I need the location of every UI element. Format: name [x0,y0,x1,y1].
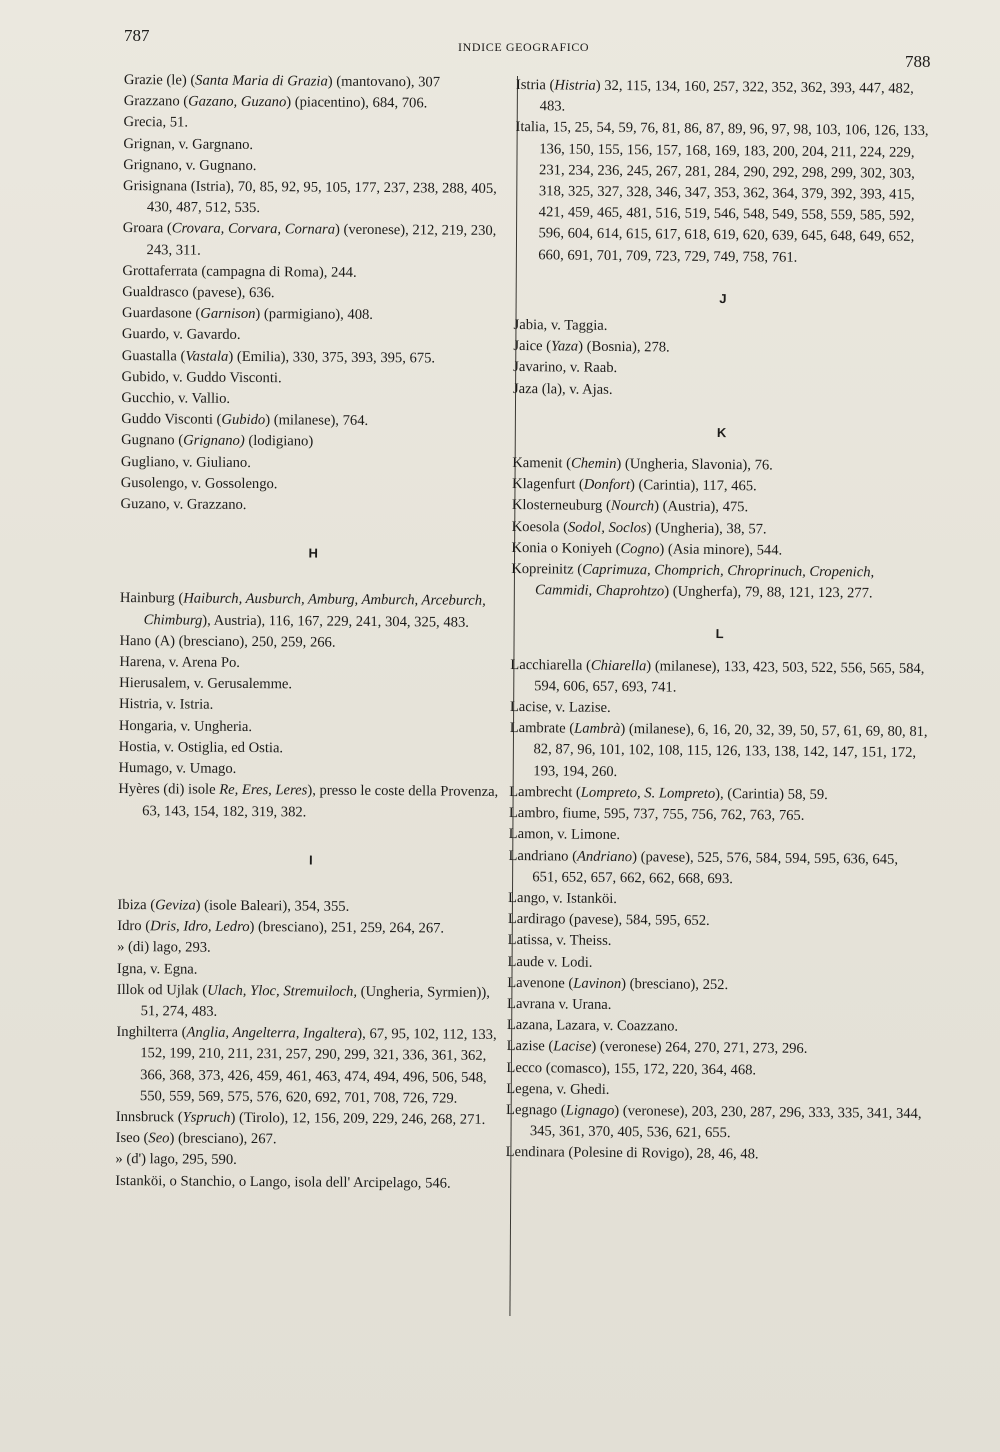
entry-text: ) (Ungheria), 38, 57. [646,519,767,538]
index-entry [121,452,507,476]
index-entry [123,155,509,179]
entry-text: ) (Asia minore), 544. [659,541,783,559]
entry-text: Guardo, v. Gavardo. [121,326,241,344]
index-entry [514,117,933,269]
entry-text: Javarino, v. Raab. [513,359,618,377]
variant-name: Seo [148,1130,170,1147]
index-entry [123,134,509,158]
entry-text: Latissa, v. Theiss. [507,932,612,950]
entry-text: Lamon, v. Limone. [508,826,621,844]
entry-text: Legnago ( [505,1101,566,1119]
entry-text: Kamenit ( [512,455,572,472]
variant-name: Crovara, Corvara, Cornara [171,220,336,239]
entry-text: ) (pavese), 525, 576, 584, 594, 595, 636, 645, 651, 652, 657, 662, 662, 668, 693. [532,848,899,887]
index-entry [123,218,509,263]
entry-text: Gubido, v. Guddo Visconti. [121,368,282,387]
index-entry [506,1100,924,1146]
entry-text: Jaza (la), v. Ajas. [512,380,613,398]
index-entry [121,473,507,497]
page-number-left: 787 [124,26,150,45]
index-entry [118,758,504,782]
variant-name: Santa Maria di Grazia [195,72,328,90]
entry-text: Lambro, fiume, 595, 737, 755, 756, 762, 763, 765. [508,805,805,824]
entry-text: Gusolengo, v. Gossolengo. [120,474,278,493]
index-entry [120,588,506,633]
entry-text: (Ungheria, Syrmien)), 51, 274, 483. [140,983,490,1020]
variant-name: Yspruch [182,1109,231,1126]
running-header: INDICE GEOGRAFICO [458,40,590,54]
variant-name: Caprimuza, Chomprich, Chroprinuch, Cropenich, Cammidi, Chaprohtzo [534,561,875,600]
index-entry [118,779,504,824]
index-entry [119,631,505,655]
index-entry [116,1107,502,1131]
entry-text: Hierusalem, v. Gerusalemme. [119,675,293,693]
index-entry [115,1171,501,1195]
entry-text: Guastalla ( [121,347,186,365]
variant-name: Geviza [155,897,196,914]
entry-text: Hongaria, v. Ungheria. [118,717,253,735]
index-entry [508,845,926,891]
index-entry [121,388,507,412]
entry-text: ) (bresciano), 252. [621,975,729,993]
index-entry [124,112,510,136]
entry-text: Jaice ( [513,338,552,355]
entry-text: ) (veronese), 203, 230, 287, 296, 333, 335, 341, 344, 345, 361, 370, 405, 536, 621, 655. [529,1102,922,1142]
entry-text: » (di) lago, 293. [117,939,211,957]
variant-name: Grignano) [183,432,245,450]
entry-text: Gugliano, v. Giuliano. [120,453,251,471]
entry-text: ) (Ungheria, Slavonia), 76. [616,456,773,474]
entry-text: Ibiza ( [117,896,156,914]
index-entry [122,303,508,327]
entry-text: ) (mantovano), 307 [327,73,441,91]
index-entry [117,980,503,1025]
entry-text: Kopreinitz ( [511,561,583,578]
index-entry [122,324,508,348]
index-entry [116,1128,502,1152]
section-letter: K [716,424,727,440]
entry-text: Legena, v. Ghedi. [506,1080,610,1098]
entry-text: Harena, v. Arena Po. [119,654,241,672]
variant-name: Donfort [583,476,631,494]
section-gap [118,869,504,898]
index-entry [119,737,505,761]
entry-text: Idro ( [117,918,151,935]
entry-text: Grignan, v. Gargnano. [123,135,254,153]
index-entry [124,70,510,94]
section-letter: L [715,626,724,642]
entry-text: Italia, 15, 25, 54, 59, 76, 81, 86, 87, 89, 96, 97, 98, 103, 106, 126, 133, 136, 150, 155, 156, 157, 168, 169, 183, 200, 204, 211, 224, 229, 231, 234, 236, 245, 267, 281, 284, 290, 292, 298, 299, 302, 303, 318, 325, 327, 328, 346, 347, 353, 362, 364, 379, 392, 393, 415, 421, 459, 465, 481, 516, 519, 546, 548, 549, 558, 559, 585, 592, 596, 604, 614, 615, 617, 618, 619, 620, 639, 645, 648, 649, 652, 660, 691, 701, 709, 723, 729, 749, 758, 761. [515,119,929,266]
entry-text: ) (milanese), 133, 423, 503, 522, 556, 565, 584, 594, 606, 657, 693, 741. [534,657,925,696]
entry-text: Lacise, v. Lazise. [509,699,611,717]
index-entry [117,937,503,961]
entry-text: Innsbruck ( [115,1108,183,1126]
entry-text: ) (milanese), 6, 16, 20, 32, 39, 50, 57, 61, 69, 80, 81, 82, 87, 96, 101, 102, 108, 115, 126, 133, 138, 142, 147, 151, 172, 193, 194, 260. [533,721,928,780]
entry-text: ) (Emilia), 330, 375, 393, 395, 675. [228,348,436,367]
variant-name: Cogno [620,540,660,558]
variant-name: Lompreto, S. Lompreto [580,784,716,802]
index-entry [119,652,505,676]
entry-text: ) (milanese), 764. [265,412,369,430]
entry-text: ) (Bosnia), 278. [578,338,670,356]
entry-text: Humago, v. Umago. [118,760,237,777]
index-entry [510,655,928,701]
entry-text: Lacchiarella ( [510,656,592,674]
section-gap [120,562,506,591]
entry-text: ) (parmigiano), 408. [255,306,374,324]
entry-text: Jabia, v. Taggia. [513,317,608,334]
index-entry [117,958,503,982]
entry-text: Hyères (di) isole [118,781,220,799]
entry-text: Lendinara (Polesine di Rovigo), 28, 46, 48. [505,1144,759,1163]
index-column-right [506,75,934,1168]
variant-name: Haiburch, Ausburch, Amburg, Amburch, Arceburch, Chimburg [143,590,486,629]
entry-text: Hainburg ( [119,590,184,607]
entry-text: ) (bresciano), 251, 259, 264, 267. [249,919,445,937]
entry-text: ) (Carintia), 117, 465. [629,477,757,495]
entry-text: ), (Carintia) 58, 59. [715,785,828,803]
entry-text: Laude v. Lodi. [507,953,593,971]
entry-text: Inghilterra ( [116,1024,187,1041]
variant-name: Ulach, Yloc, Stremuiloch, [207,982,358,1000]
variant-name: Chemin [570,455,617,473]
entry-text: ) (bresciano), 267. [169,1130,277,1148]
entry-text: Lazana, Lazara, v. Coazzano. [506,1017,679,1035]
variant-name: Lignago [565,1102,615,1119]
index-entry [115,1149,501,1173]
entry-text: Klosterneuburg ( [511,497,611,515]
variant-name: Andriano [576,848,633,865]
index-entry [511,559,929,605]
section-letter: H [308,545,318,561]
variant-name: Nourch [610,498,655,515]
entry-text: Lecco (comasco), 155, 172, 220, 364, 468. [506,1059,757,1078]
index-entry [516,75,934,121]
variant-name: Yaza [551,338,579,355]
index-entry [122,282,508,306]
variant-name: Re, Eres, Leres [219,782,308,799]
index-entry [117,916,503,940]
index-entry [121,494,507,518]
entry-text: Lazise ( [506,1038,554,1055]
page-number-right: 788 [905,52,931,71]
variant-name: Dris, Idro, Ledro [150,918,250,936]
entry-text: Hano (A) (bresciano), 250, 259, 266. [119,632,336,651]
entry-text: ) (isole Baleari), 354, 355. [195,897,350,915]
entry-text: ) 32, 115, 134, 160, 257, 322, 352, 362, 393, 447, 482, 483. [539,77,914,115]
entry-text: ), Austria), 116, 167, 229, 241, 304, 325, 483. [202,612,469,631]
variant-name: Histria [554,77,596,94]
entry-text: Guardasone ( [122,305,201,322]
entry-text: Histria, v. Istria. [118,696,214,714]
variant-name: Lavinon [573,975,622,992]
entry-text: Lavrana v. Urana. [507,995,612,1013]
entry-text: Gugnano ( [121,432,184,449]
variant-name: Garnison [200,305,256,323]
entry-text: Lambrate ( [509,720,575,737]
entry-text: Gucchio, v. Vallio. [121,390,231,407]
index-entry [509,718,928,786]
section-gap [120,515,506,544]
entry-text: Igna, v. Egna. [116,960,198,978]
entry-text: Guzano, v. Grazzano. [120,496,247,514]
entry-text: Hostia, v. Ostiglia, ed Ostia. [118,738,284,757]
entry-text: Guddo Visconti ( [121,411,222,429]
index-entry [117,895,503,919]
entry-text: Grecia, 51. [123,114,189,131]
entry-text: Grottaferrata (campagna di Roma), 244. [122,262,357,281]
index-column-left [115,70,510,1195]
variant-name: Lacise [553,1038,592,1056]
variant-name: Vastala [185,348,229,365]
entry-text: ), 67, 95, 102, 112, 133, 152, 199, 210, 211, 231, 257, 290, 299, 321, 336, 361, 362, 366, 368, 373, 426, 459, 461, 463, 474, 494, 496, 506, 548, 550, 559, 569, 575, 576, 620, 692, 701, 708, 726, 729. [139,1025,497,1107]
entry-text: Grazzano ( [123,93,189,110]
variant-name: Anglia, Angelterra, Ingaltera [186,1024,358,1042]
entry-text: Istria ( [515,76,555,94]
index-entry [119,673,505,697]
section-letter: I [308,852,313,868]
entry-text: Groara ( [122,220,172,237]
entry-text: (lodigiano) [244,433,314,450]
entry-text: ) (veronese), 212, 219, 230, 243, 311. [146,222,497,259]
index-entry [119,716,505,740]
variant-name: Sodol, Soclos [567,519,647,536]
entry-text: Lavenone ( [507,974,574,992]
entry-text: Iseo ( [115,1130,149,1147]
entry-text: ) (Ungherfa), 79, 88, 121, 123, 277. [664,583,873,602]
index-entry [506,1142,924,1167]
entry-text: Landriano ( [508,847,578,865]
entry-text: Koesola ( [511,518,569,536]
index-entry [116,1022,503,1110]
index-entry [122,261,508,285]
variant-name: Gubido [221,412,266,429]
entry-text: Lango, v. Istanköi. [508,889,618,907]
index-entry [123,176,509,221]
variant-name: Gazano, Guzano [188,93,287,111]
entry-text: Grisignana (Istria), 70, 85, 92, 95, 105, 177, 237, 238, 288, 405, 430, 487, 512, 535. [123,178,497,217]
entry-text: Gualdrasco (pavese), 636. [122,284,275,302]
index-entry [121,409,507,433]
entry-text: Grazie (le) ( [123,71,196,89]
entry-text: Klagenfurt ( [511,476,584,493]
index-entry [121,430,507,454]
index-entry [122,346,508,370]
section-letter: J [719,290,727,306]
entry-text: Lardirago (pavese), 584, 595, 652. [507,911,710,930]
entry-text: ), presso le coste della Provenza, 63, 143, 154, 182, 319, 382. [142,782,499,820]
index-entry [513,379,931,404]
entry-text: ) (piacentino), 684, 706. [286,94,428,112]
entry-text: ) (Austria), 475. [654,498,749,516]
index-entry [124,91,510,115]
index-entry [122,367,508,391]
section-gap [118,822,504,851]
entry-text: Grignano, v. Gugnano. [123,156,257,174]
entry-text: ) (veronese) 264, 270, 271, 273, 296. [591,1039,808,1058]
entry-text: » (d') lago, 295, 590. [115,1151,237,1169]
variant-name: Chiarella [590,657,647,674]
index-entry [119,694,505,718]
entry-text: Istanköi, o Stanchio, o Lango, isola dell' Arcipelago, 546. [115,1172,451,1192]
entry-text: Illok od Ujlak ( [116,981,208,999]
entry-text: ) (Tirolo), 12, 156, 209, 229, 246, 268, 271. [230,1109,486,1128]
variant-name: Lambrà [574,720,621,738]
entry-text: Lambrecht ( [509,783,581,801]
entry-text: Konia o Koniyeh ( [511,539,621,557]
